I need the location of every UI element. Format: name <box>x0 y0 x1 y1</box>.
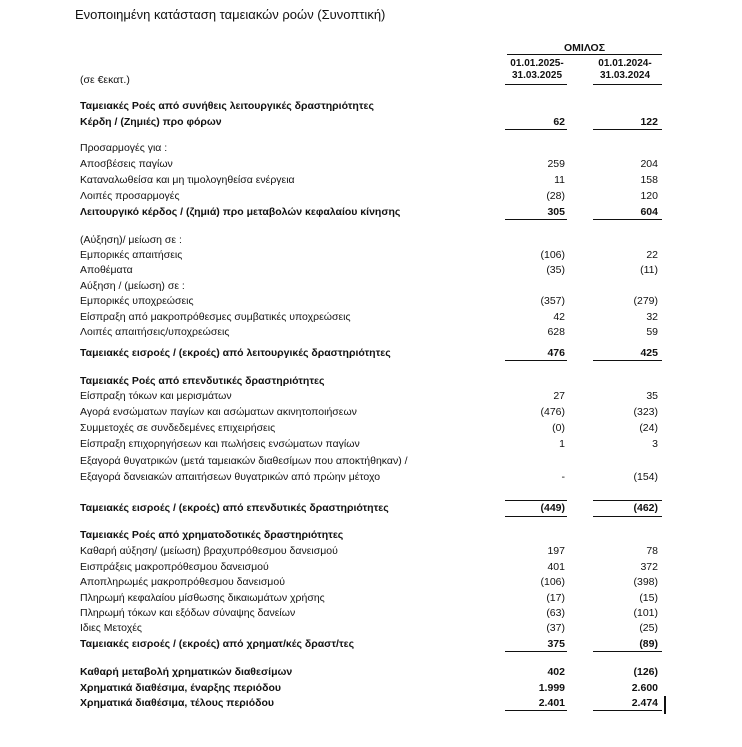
row-value-2025: 375 <box>547 638 565 650</box>
total-rule <box>593 710 662 711</box>
row-value-2024: 3 <box>652 438 658 450</box>
total-rule <box>593 500 662 501</box>
row-value-2025: (0) <box>552 422 565 434</box>
row-label: Προσαρμογές για : <box>80 142 168 154</box>
row-value-2024: 372 <box>640 561 658 573</box>
row-value-2025: (476) <box>540 406 565 418</box>
group-header: ΟΜΙΛΟΣ <box>563 42 606 54</box>
row-value-2024: (279) <box>633 295 658 307</box>
row-value-2024: (126) <box>633 666 658 678</box>
row-value-2024: (154) <box>633 471 658 483</box>
row-label: Εμπορικές απαιτήσεις <box>80 249 183 261</box>
row-value-2025: 305 <box>547 206 565 218</box>
row-label: Είσπραξη από μακροπρόθεσμες συμβατικές υποχρεώσεις <box>80 311 351 323</box>
total-rule <box>593 129 662 130</box>
total-rule <box>505 516 567 517</box>
row-label: Πληρωμή κεφαλαίου μίσθωσης δικαιωμάτων χρήσης <box>80 592 325 604</box>
total-rule <box>593 360 662 361</box>
row-label: Λοιπές προσαρμογές <box>80 190 180 202</box>
row-value-2024: (398) <box>633 576 658 588</box>
period-2024-start: 01.01.2024- <box>598 58 652 69</box>
row-value-2025: (17) <box>546 592 565 604</box>
row-value-2024: (101) <box>633 607 658 619</box>
row-label: Λοιπές απαιτήσεις/υποχρεώσεις <box>80 326 230 338</box>
row-value-2024: 32 <box>646 311 658 323</box>
period-header-2025 <box>502 58 572 82</box>
row-label: Ταμειακές Ροές από επενδυτικές δραστηριότητες <box>80 375 325 387</box>
row-label: Εμπορικές υποχρεώσεις <box>80 295 194 307</box>
row-label: Ταμειακές εισροές / (εκροές) από χρηματ/κές δραστ/τες <box>80 638 355 650</box>
row-value-2024: 158 <box>640 174 658 186</box>
row-value-2025: (28) <box>546 190 565 202</box>
row-value-2025: 1.999 <box>538 682 565 694</box>
row-label: Ταμειακές εισροές / (εκροές) από επενδυτικές δραστηριότητες <box>80 502 389 514</box>
row-value-2025: (106) <box>540 249 565 261</box>
row-label: Ταμειακές Ροές από χρηματοδοτικές δραστηριότητες <box>80 529 344 541</box>
row-value-2025: (37) <box>546 622 565 634</box>
row-value-2024: (24) <box>639 422 658 434</box>
total-rule <box>505 129 567 130</box>
row-label: Πληρωμή τόκων και εξόδων σύναψης δανείων <box>80 607 296 619</box>
row-value-2025: (449) <box>540 502 565 514</box>
row-value-2025: 402 <box>547 666 565 678</box>
row-value-2024: 78 <box>646 545 658 557</box>
text-cursor <box>664 696 666 714</box>
row-value-2024: (25) <box>639 622 658 634</box>
row-value-2025: 2.401 <box>538 697 565 709</box>
row-label: Ταμειακές εισροές / (εκροές) από λειτουργικές δραστηριότητες <box>80 347 391 359</box>
row-label: Είσπραξη τόκων και μερισμάτων <box>80 390 232 402</box>
row-value-2025: (63) <box>546 607 565 619</box>
row-label: Εισπράξεις μακροπρόθεσμου δανεισμού <box>80 561 269 573</box>
row-value-2024: 59 <box>646 326 658 338</box>
row-value-2024: 2.600 <box>631 682 658 694</box>
row-value-2025: 259 <box>547 158 565 170</box>
row-value-2025: 62 <box>553 116 565 128</box>
row-value-2024: (11) <box>640 264 658 276</box>
row-value-2024: 2.474 <box>631 697 658 709</box>
row-value-2024: (323) <box>633 406 658 418</box>
row-value-2025: (357) <box>540 295 565 307</box>
total-rule <box>505 710 567 711</box>
row-value-2024: 22 <box>646 249 658 261</box>
total-rule <box>593 651 662 652</box>
total-rule <box>505 360 567 361</box>
row-label: Αποσβέσεις παγίων <box>80 158 173 170</box>
row-value-2024: (462) <box>633 502 658 514</box>
row-label: Αύξηση / (μείωση) σε : <box>80 280 185 292</box>
row-label: Καθαρή μεταβολή χρηματικών διαθεσίμων <box>80 666 293 678</box>
row-label: (Αύξηση)/ μείωση σε : <box>80 234 182 246</box>
row-label: Εξαγορά δανειακών απαιτήσεων θυγατρικών από πρώην μέτοχο <box>80 471 381 483</box>
row-value-2025: 1 <box>559 438 565 450</box>
total-rule <box>505 651 567 652</box>
row-value-2025: 27 <box>553 390 565 402</box>
row-label: Αποπληρωμές μακροπρόθεσμου δανεισμού <box>80 576 285 588</box>
row-label: Ταμειακές Ροές από συνήθεις λειτουργικές δραστηριότητες <box>80 100 374 112</box>
unit-label: (σε €εκατ.) <box>80 74 130 86</box>
row-label: Είσπραξη επιχορηγήσεων και πωλήσεις ενσώματων παγίων <box>80 438 360 450</box>
row-label: Λειτουργικό κέρδος / (ζημιά) προ μεταβολών κεφαλαίου κίνησης <box>80 206 401 218</box>
total-rule <box>505 219 567 220</box>
row-value-2024: (89) <box>639 638 658 650</box>
statement-title: Ενοποιημένη κατάσταση ταμειακών ροών (Συνοπτική) <box>75 7 386 22</box>
row-value-2025: 42 <box>553 311 565 323</box>
row-value-2024: 604 <box>640 206 658 218</box>
row-label: Καταναλωθείσα και μη τιμολογηθείσα ενέργεια <box>80 174 295 186</box>
row-label: Εξαγορά θυγατρικών (μετά ταμειακών διαθεσίμων που αποκτήθηκαν) / <box>80 455 408 467</box>
row-value-2025: (35) <box>546 264 565 276</box>
row-label: Συμμετοχές σε συνδεδεμένες επιχειρήσεις <box>80 422 276 434</box>
total-rule <box>593 516 662 517</box>
period-2024-end: 31.03.2024 <box>599 70 651 81</box>
row-value-2025: 628 <box>547 326 565 338</box>
total-rule <box>505 500 567 501</box>
row-value-2024: (15) <box>639 592 658 604</box>
row-value-2024: 425 <box>640 347 658 359</box>
row-label: Χρηματικά διαθέσιμα, έναρξης περιόδου <box>80 682 281 694</box>
row-value-2025: 197 <box>547 545 565 557</box>
row-value-2024: 35 <box>646 390 658 402</box>
row-value-2024: 120 <box>640 190 658 202</box>
period-2025-start: 01.01.2025- <box>510 58 564 69</box>
total-rule <box>593 219 662 220</box>
period-2024-rule <box>593 84 662 85</box>
group-header-rule <box>507 54 662 55</box>
row-label: Αγορά ενσώματων παγίων και ασώματων ακινητοποιήσεων <box>80 406 357 418</box>
period-header-2024 <box>590 58 660 82</box>
row-value-2025: (106) <box>540 576 565 588</box>
period-2025-end: 31.03.2025 <box>511 70 563 81</box>
row-label: Ιδιες Μετοχές <box>80 622 142 634</box>
row-value-2024: 122 <box>640 116 658 128</box>
row-label: Αποθέματα <box>80 264 133 276</box>
row-label: Καθαρή αύξηση/ (μείωση) βραχυπρόθεσμου δανεισμού <box>80 545 338 557</box>
row-label: Χρηματικά διαθέσιμα, τέλους περιόδου <box>80 697 275 709</box>
row-value-2024: 204 <box>640 158 658 170</box>
period-2025-rule <box>505 84 567 85</box>
row-value-2025: - <box>561 471 565 483</box>
row-value-2025: 11 <box>554 174 565 186</box>
row-label: Κέρδη / (Ζημιές) προ φόρων <box>80 116 222 128</box>
row-value-2025: 476 <box>547 347 565 359</box>
row-value-2025: 401 <box>547 561 565 573</box>
